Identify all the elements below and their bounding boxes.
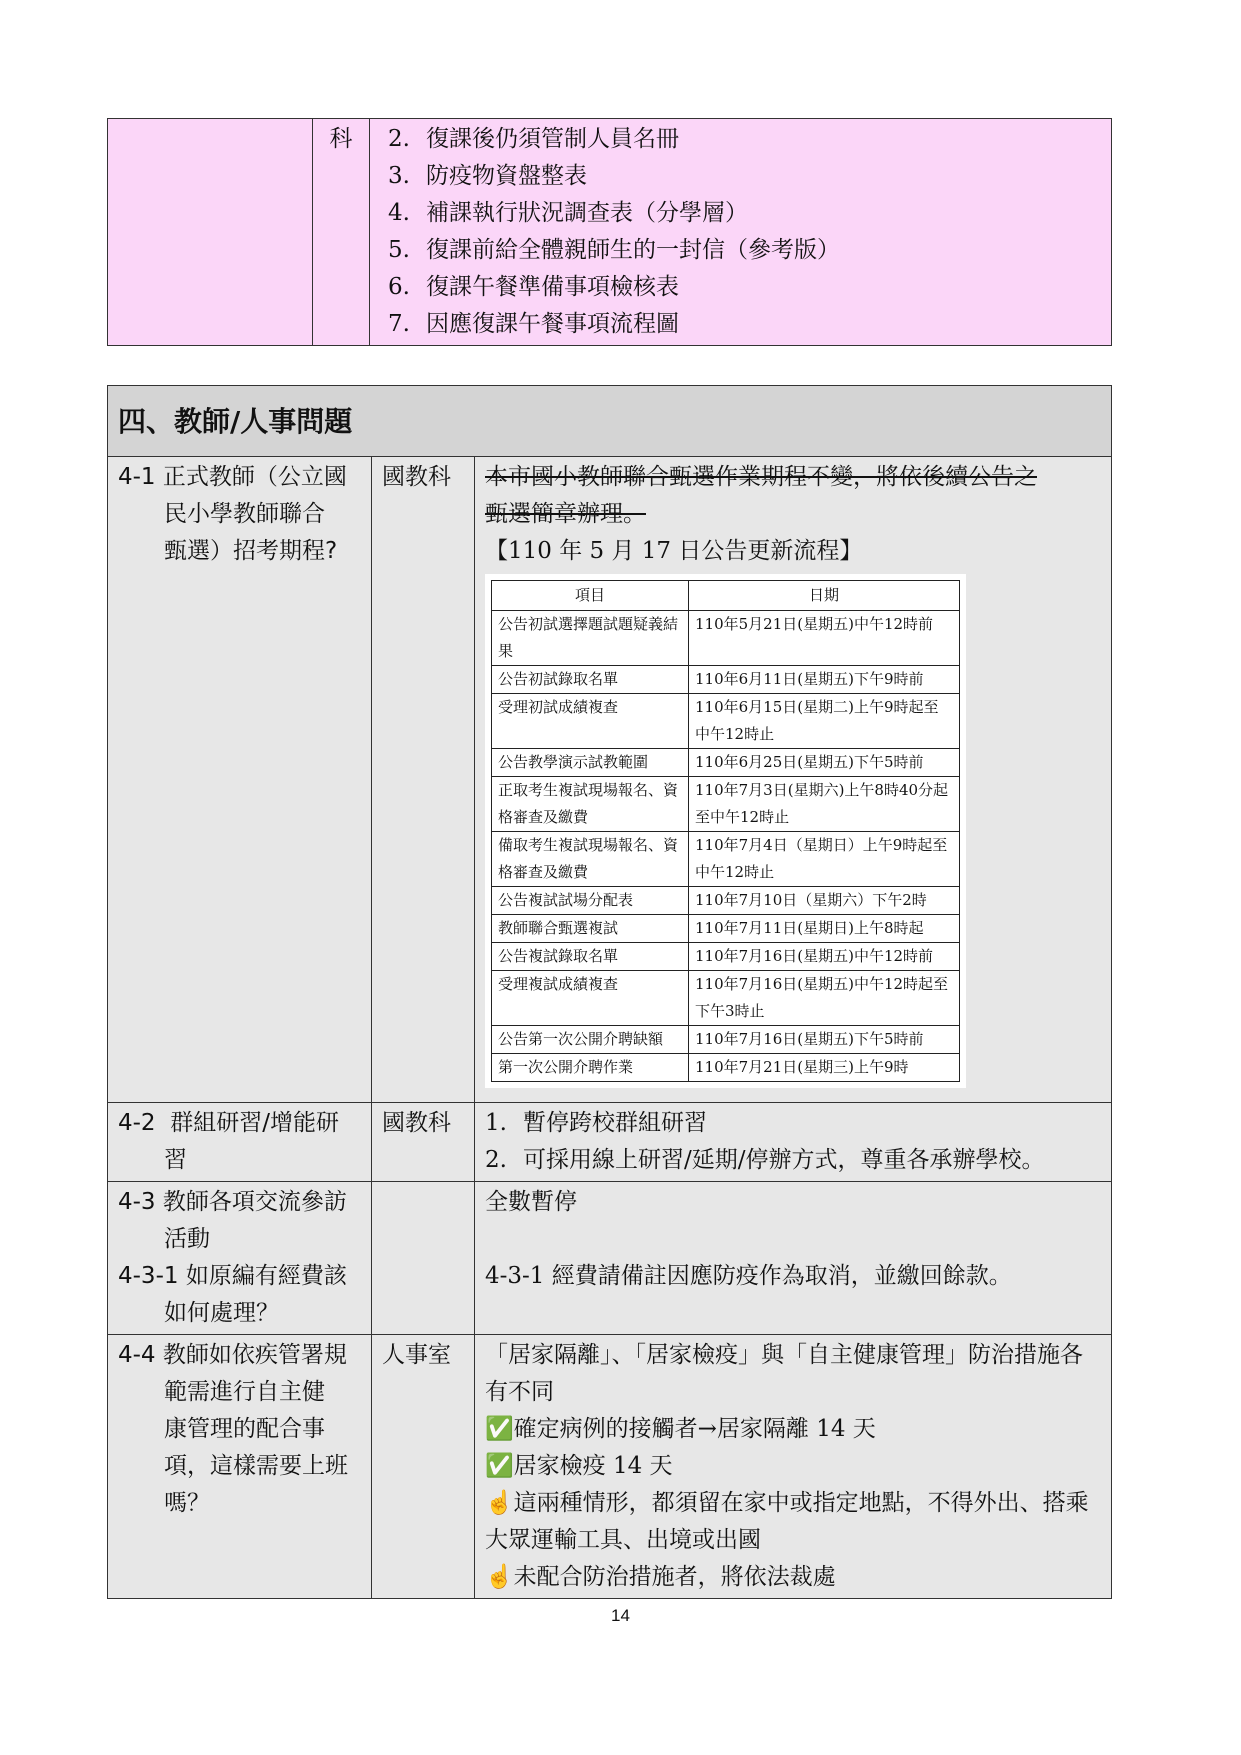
table-row: 公告教學演示試教範圍 110年6月25日(星期五)下午5時前 <box>492 749 960 777</box>
schedule-image <box>485 574 966 1088</box>
answer-cell: 「居家隔離」、「居家檢疫」與「自主健康管理」防治措施各有不同 ✅確定病例的接觸者→居家隔離 14 天 ✅居家檢疫 14 天 ☝這兩種情形，都須留在家中或指定地點，不得外出、搭乘大眾運輸工具、出境或出國 ☝未配合防治措施者，將依法裁處 <box>475 1335 1112 1599</box>
top-blank-cell <box>108 119 313 346</box>
list-item: 7. 因應復課午餐事項流程圖 <box>388 311 679 337</box>
table-row <box>108 1182 1112 1335</box>
top-table <box>107 118 1112 346</box>
page-number: 14 <box>611 1606 630 1625</box>
top-items-cell <box>370 119 1112 346</box>
table-row: 公告複試試場分配表 110年7月10日（星期六）下午2時 <box>492 887 960 915</box>
table-row <box>108 1103 1112 1182</box>
check-icon: ✅ <box>485 1416 514 1442</box>
table-row: 受理複試成績複查 110年7月16日(星期五)中午12時起至下午3時止 <box>492 971 960 1026</box>
unit-cell: 國教科 <box>372 1103 475 1182</box>
hand-point-icon: ☝ <box>485 1564 514 1590</box>
answer-cell: 本市國小教師聯合甄選作業期程不變，將依後續公告之 甄選簡章辦理。 【110 年 5 月 17 日公告更新流程】 項目 日期 公告初試選擇題試題疑義結果 110年5月21日(星期五)中午12時前 公告初試錄取名單 110年6月11日(星期五)下午9時前 受理初試成績複查 110年6月15日(星期二)上午9時起至中午12時止 公告教學演示試教範圍 110年6月25日(星期五)下午5時前 正取考生複試現場報名、資格審查及繳費 110年7月3日(星期六)上午8時40分起至中午12時止 備取考生複試現場報名、資格審查及繳費 110年7月4日（星期日）上午9時起至中午12時止 公告複試試場分配表 110年7月10日（星期六）下午2時 教師聯合甄選複試 110年7月11日(星期日)上午8時起 公告複試錄取名單 110年7月16日(星期五)中午12時前 受理複試成績複查 110年7月16日(星期五)中午12時起至下午3時止 公告第一次公開介聘缺額 110年7月16日(星期五)下午5時前 第一次公開介聘作業 110年7月21日(星期三)上午9時 <box>475 457 1112 1103</box>
question-cell: 4-1 正式教師（公立國 民小學教師聯合 甄選）招考期程? <box>108 457 372 1103</box>
answer-cell: 全數暫停 4-3-1 經費請備註因應防疫作為取消，並繳回餘款。 <box>475 1182 1112 1335</box>
table-row <box>108 1335 1112 1599</box>
unit-cell <box>372 1182 475 1335</box>
table-row: 第一次公開介聘作業 110年7月21日(星期三)上午9時 <box>492 1054 960 1082</box>
table-row: 正取考生複試現場報名、資格審查及繳費 110年7月3日(星期六)上午8時40分起至中午12時止 <box>492 777 960 832</box>
question-cell: 4-4 教師如依疾管署規 範需進行自主健 康管理的配合事 項，這樣需要上班 嗎？ <box>108 1335 372 1599</box>
table-row: 教師聯合甄選複試 110年7月11日(星期日)上午8時起 <box>492 915 960 943</box>
table-row: 公告第一次公開介聘缺額 110年7月16日(星期五)下午5時前 <box>492 1026 960 1054</box>
list-item: 5. 復課前給全體親師生的一封信（參考版） <box>388 237 840 263</box>
schedule-table <box>491 580 960 1082</box>
answer-cell: 1. 暫停跨校群組研習 2. 可採用線上研習/延期/停辦方式，尊重各承辦學校。 <box>475 1103 1112 1182</box>
list-item: 4. 補課執行狀況調查表（分學層） <box>388 200 748 226</box>
section-table <box>107 385 1112 1599</box>
schedule-header-date: 日期 <box>689 581 960 611</box>
question-cell: 4-3 教師各項交流參訪 活動 4-3-1 如原編有經費該 如何處理？ <box>108 1182 372 1335</box>
table-row: 公告初試錄取名單 110年6月11日(星期五)下午9時前 <box>492 666 960 694</box>
unit-cell: 國教科 <box>372 457 475 1103</box>
question-cell: 4-2 群組研習/增能研 習 <box>108 1103 372 1182</box>
list-item: 6. 復課午餐準備事項檢核表 <box>388 274 679 300</box>
schedule-header-item: 項目 <box>492 581 689 611</box>
list-item: 3. 防疫物資盤整表 <box>388 163 587 189</box>
table-row <box>108 457 1112 1103</box>
section-title: 四、教師/人事問題 <box>108 386 1112 457</box>
table-row: 備取考生複試現場報名、資格審查及繳費 110年7月4日（星期日）上午9時起至中午12時止 <box>492 832 960 887</box>
table-row: 公告初試選擇題試題疑義結果 110年5月21日(星期五)中午12時前 <box>492 611 960 666</box>
table-row: 受理初試成績複查 110年6月15日(星期二)上午9時起至中午12時止 <box>492 694 960 749</box>
update-note: 【110 年 5 月 17 日公告更新流程】 <box>485 538 863 564</box>
check-icon: ✅ <box>485 1453 514 1479</box>
top-unit-cell: 科 <box>313 119 370 346</box>
hand-point-icon: ☝ <box>485 1490 514 1516</box>
table-row: 公告複試錄取名單 110年7月16日(星期五)中午12時前 <box>492 943 960 971</box>
list-item: 2. 復課後仍須管制人員名冊 <box>388 126 679 152</box>
unit-cell: 人事室 <box>372 1335 475 1599</box>
